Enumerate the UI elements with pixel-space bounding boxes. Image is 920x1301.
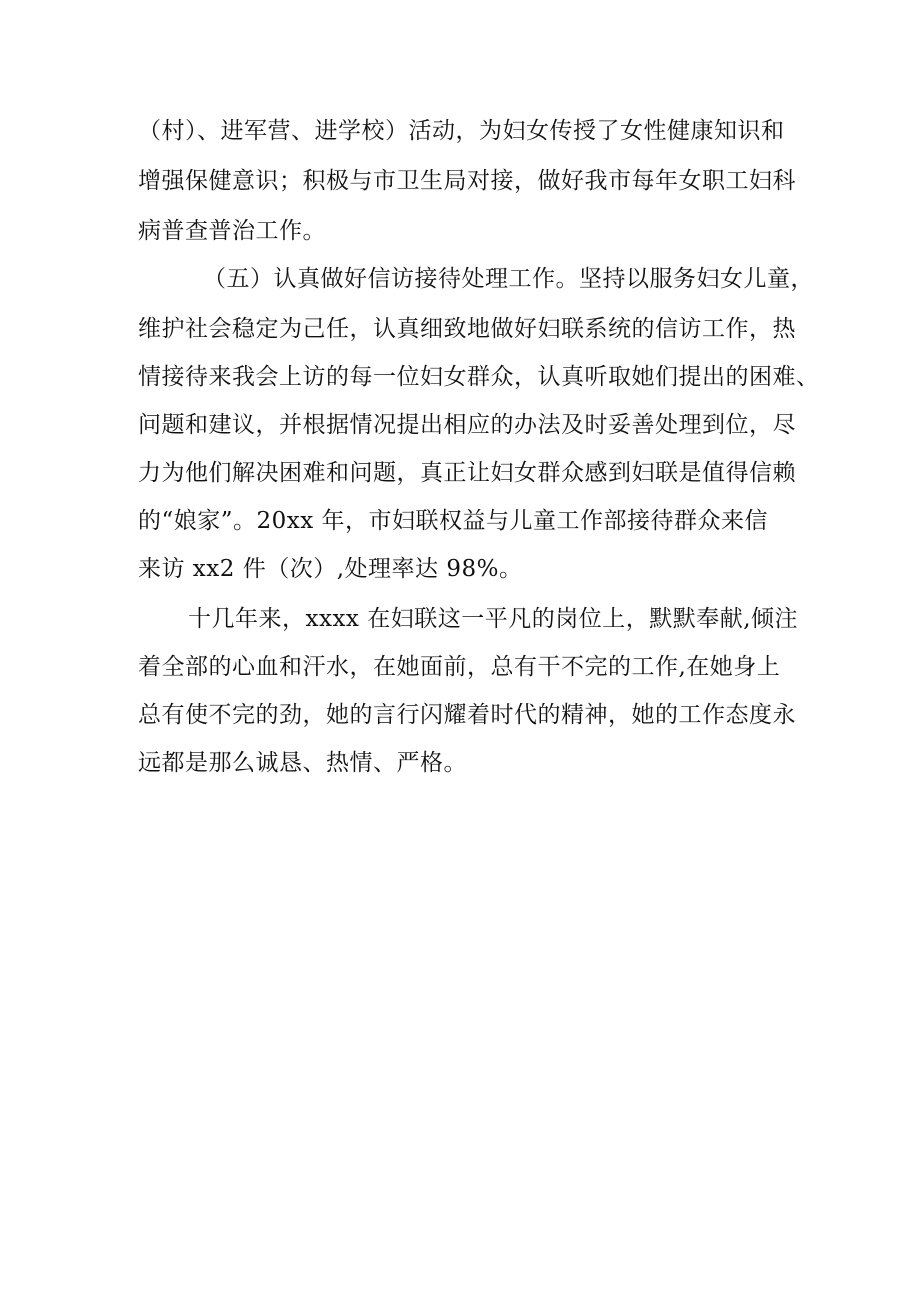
text-line-6: 情接待来我会上访的每一位妇女群众，认真听取她们提出的困难、 bbox=[138, 364, 820, 390]
text-line-13: 总有使不完的劲，她的言行闪耀着时代的精神，她的工作态度永 bbox=[138, 702, 796, 728]
text-line-5: 维护社会稳定为己任，认真细致地做好妇联系统的信访工作，热 bbox=[138, 316, 796, 342]
text-line-8: 力为他们解决困难和问题，真正让妇女群众感到妇联是值得信赖 bbox=[138, 460, 796, 486]
text-line-4: （五）认真做好信访接待处理工作。坚持以服务妇女儿童， bbox=[203, 266, 814, 292]
text-line-2: 增强保健意识；积极与市卫生局对接，做好我市每年女职工妇科 bbox=[138, 168, 796, 194]
text-line-10: 来访 xx2 件（次）,处理率达 98%。 bbox=[138, 556, 523, 582]
text-line-12: 着全部的心血和汗水，在她面前，总有干不完的工作,在她身上 bbox=[138, 654, 781, 680]
text-line-3: 病普查普治工作。 bbox=[138, 218, 326, 244]
text-line-7: 问题和建议，并根据情况提出相应的办法及时妥善处理到位，尽 bbox=[138, 412, 796, 438]
text-line-11: 十几年来，xxxx 在妇联这一平凡的岗位上，默默奉献,倾注 bbox=[188, 606, 799, 632]
text-line-14: 远都是那么诚恳、热情、严格。 bbox=[138, 750, 467, 776]
text-line-1: （村）、进军营、进学校）活动，为妇女传授了女性健康知识和 bbox=[138, 118, 785, 144]
text-line-9: 的“娘家”。20xx 年，市妇联权益与儿童工作部接待群众来信 bbox=[138, 508, 769, 534]
